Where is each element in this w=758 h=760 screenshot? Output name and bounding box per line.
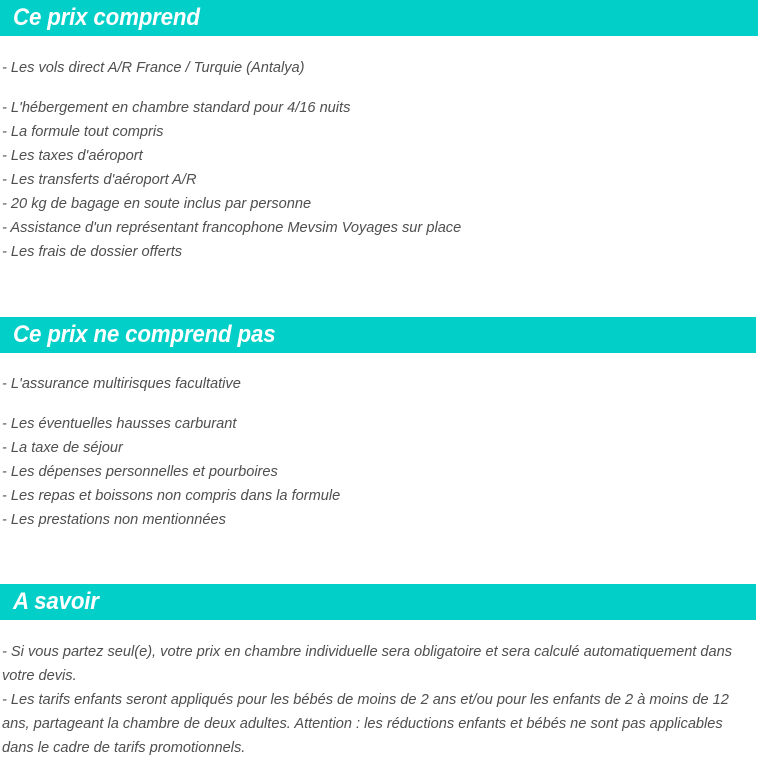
list-item: - Les prestations non mentionnées: [2, 512, 226, 528]
section-header-included: [0, 0, 758, 36]
section-title-good-to-know: A savoir: [13, 588, 99, 615]
section-header-good-to-know: [0, 584, 756, 620]
list-item: - Les dépenses personnelles et pourboires: [2, 464, 278, 480]
list-item: - La formule tout compris: [2, 124, 164, 140]
list-item: - Si vous partez seul(e), votre prix en chambre individuelle sera obligatoire et sera calculé automatiquement dans votre devis.: [2, 644, 733, 684]
list-item: - L'assurance multirisques facultative: [2, 376, 241, 392]
list-item: - Les tarifs enfants seront appliqués pour les bébés de moins de 2 ans et/ou pour les enfants de 2 à moins de 12 ans, partageant la chambre de deux adultes. Attention : les réductions enfants et bébés ne sont pas applicables dans le cadre de tarifs promotionnels.: [2, 692, 729, 756]
list-item: - Les transferts d'aéroport A/R: [2, 172, 197, 188]
list-item: - Les repas et boissons non compris dans la formule: [2, 488, 341, 504]
spacer: [0, 353, 758, 372]
spacer: [0, 532, 758, 584]
section-title-not-included: Ce prix ne comprend pas: [13, 321, 276, 348]
list-item: - La taxe de séjour: [2, 440, 123, 456]
spacer: [0, 36, 758, 56]
list-item: - Les éventuelles hausses carburant: [2, 416, 237, 432]
section-header-not-included: [0, 317, 756, 353]
list-item: - Les vols direct A/R France / Turquie (Antalya): [2, 60, 305, 76]
spacer: [0, 620, 758, 640]
section-title-included: Ce prix comprend: [13, 4, 200, 31]
spacer: [0, 264, 758, 317]
list-item: - L'hébergement en chambre standard pour 4/16 nuits: [2, 100, 351, 116]
list-item: - Les frais de dossier offerts: [2, 244, 183, 260]
list-item: - Les taxes d'aéroport: [2, 148, 143, 164]
list-item: - 20 kg de bagage en soute inclus par personne: [2, 196, 312, 212]
list-item: - Assistance d'un représentant francophone Mevsim Voyages sur place: [2, 220, 462, 236]
section-body-included: [0, 56, 758, 264]
section-body-not-included: [0, 372, 758, 532]
section-body-good-to-know: [0, 640, 758, 760]
